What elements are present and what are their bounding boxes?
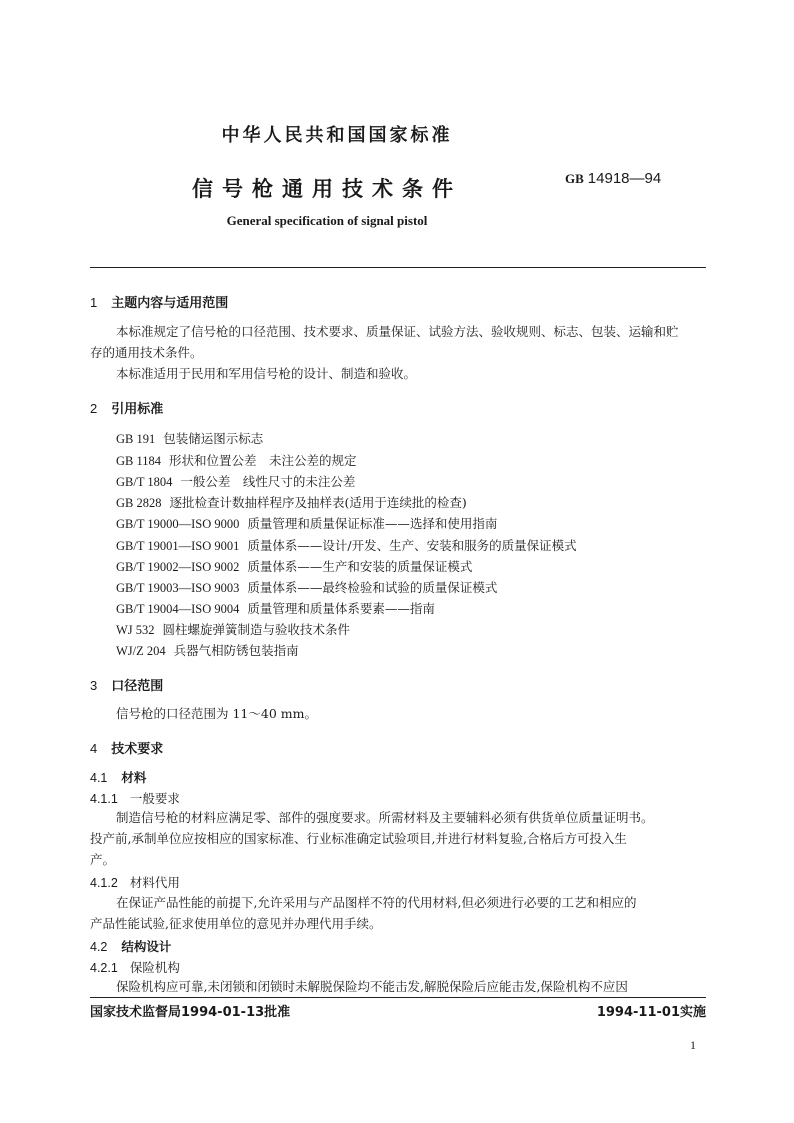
subsection-title: 材料代用 [129,875,180,890]
reference-item [116,472,355,490]
subsection-number: 4.2.1 [90,961,118,975]
reference-code: WJ 532 [116,623,155,637]
subsection-4-1-2-heading [90,873,180,891]
reference-code: GB/T 19000—ISO 9000 [116,517,240,531]
subsection-number: 4.1.1 [90,792,118,806]
standard-code [565,170,661,187]
reference-item [116,451,357,469]
reference-code: GB 1184 [116,454,162,468]
subsection-4-2-heading [90,937,171,955]
reference-code: GB 191 [116,432,156,446]
reference-item [116,641,299,659]
reference-name: 圆柱螺旋弹簧制造与验收技术条件 [162,622,351,637]
approval-line: 国家技术监督局1994-01-13批准 [90,1005,291,1020]
reference-item [116,493,467,511]
section-title: 技术要求 [111,742,164,757]
subsection-4-1-2-line-2: 产品性能试验,征求使用单位的意见并办理代用手续。 [90,916,382,931]
section-title: 引用标准 [111,402,164,417]
reference-item [116,620,350,638]
document-title: 信号枪通用技术条件 [192,177,462,201]
subsection-4-1-1-heading [90,789,180,807]
reference-name: 兵器气相防锈包装指南 [173,643,299,658]
reference-name: 质量管理和质量保证标准——选择和使用指南 [247,516,498,531]
reference-name: 质量管理和质量体系要素——指南 [247,601,435,616]
section-1-paragraph-2: 本标准适用于民用和军用信号枪的设计、制造和验收。 [116,366,417,381]
reference-name: 质量体系——最终检验和试验的质量保证模式 [247,580,498,595]
subsection-title: 一般要求 [129,791,180,806]
document-title-english: General specification of signal pistol [226,213,428,228]
section-title: 口径范围 [111,679,164,694]
reference-code: GB/T 1804 [116,475,173,489]
section-number: 3 [90,678,98,693]
page-number: 1 [690,1038,696,1052]
reference-code: GB/T 19002—ISO 9002 [116,560,240,574]
section-2-heading [90,398,163,417]
reference-item [116,557,472,575]
reference-item [116,514,497,532]
subsection-number: 4.1.2 [90,876,118,890]
reference-name: 质量体系——生产和安装的质量保证模式 [247,559,473,574]
subsection-4-1-1-line-3: 产。 [90,852,116,867]
subsection-4-1-heading [90,768,146,786]
reference-item [116,599,435,617]
reference-code: WJ/Z 204 [116,644,166,658]
standard-code-number: 14918—94 [587,170,662,187]
subsection-title: 结构设计 [121,939,172,954]
footer-divider [90,997,706,998]
subsection-4-1-1-line-2: 投产前,承制单位应按相应的国家标准、行业标准确定试验项目,并进行材料复验,合格后方可投入生 [90,831,627,846]
subsection-title: 保险机构 [129,960,180,975]
subsection-title: 材料 [121,770,147,785]
header-divider [90,267,706,268]
section-3-heading [90,675,163,694]
subsection-4-1-1-line-1: 制造信号枪的材料应满足零、部件的强度要求。所需材料及主要辅料必须有供货单位质量证明书。 [116,810,654,825]
section-1-paragraph-1-line-1: 本标准规定了信号枪的口径范围、技术要求、质量保证、试验方法、验收规则、标志、包装、运输和贮 [116,324,679,339]
reference-code: GB/T 19004—ISO 9004 [116,602,240,616]
reference-item [116,536,577,554]
reference-code: GB/T 19001—ISO 9001 [116,539,240,553]
section-number: 4 [90,741,98,756]
reference-code: GB/T 19003—ISO 9003 [116,581,240,595]
section-3-paragraph: 信号枪的口径范围为 11～40 mm。 [116,706,317,721]
reference-name: 形状和位置公差 未注公差的规定 [169,453,357,468]
issuing-authority: 中华人民共和国国家标准 [221,125,453,146]
reference-item [116,429,263,447]
section-number: 2 [90,401,98,416]
subsection-4-2-1-heading [90,958,180,976]
section-1-paragraph-1-line-2: 存的通用技术条件。 [90,345,203,360]
effective-date-line: 1994-11-01实施 [596,1005,706,1020]
reference-code: GB 2828 [116,496,162,510]
reference-name: 逐批检查计数抽样程序及抽样表(适用于连续批的检查) [169,495,467,510]
reference-item [116,578,497,596]
reference-name: 一般公差 线性尺寸的未注公差 [180,474,356,489]
section-1-heading [90,292,228,311]
standard-code-prefix: GB [565,171,584,186]
reference-name: 质量体系——设计/开发、生产、安装和服务的质量保证模式 [247,538,577,553]
subsection-number: 4.1 [90,771,108,785]
section-4-heading [90,738,163,757]
subsection-4-1-2-line-1: 在保证产品性能的前提下,允许采用与产品图样不符的代用材料,但必须进行必要的工艺和相应的 [116,895,637,910]
subsection-number: 4.2 [90,940,108,954]
reference-name: 包装储运图示标志 [163,431,264,446]
subsection-4-2-1-line-1: 保险机构应可靠,未闭锁和闭锁时未解脱保险均不能击发,解脱保险后应能击发,保险机构不应因 [116,979,628,994]
section-title: 主题内容与适用范围 [111,296,229,311]
section-number: 1 [90,295,98,310]
